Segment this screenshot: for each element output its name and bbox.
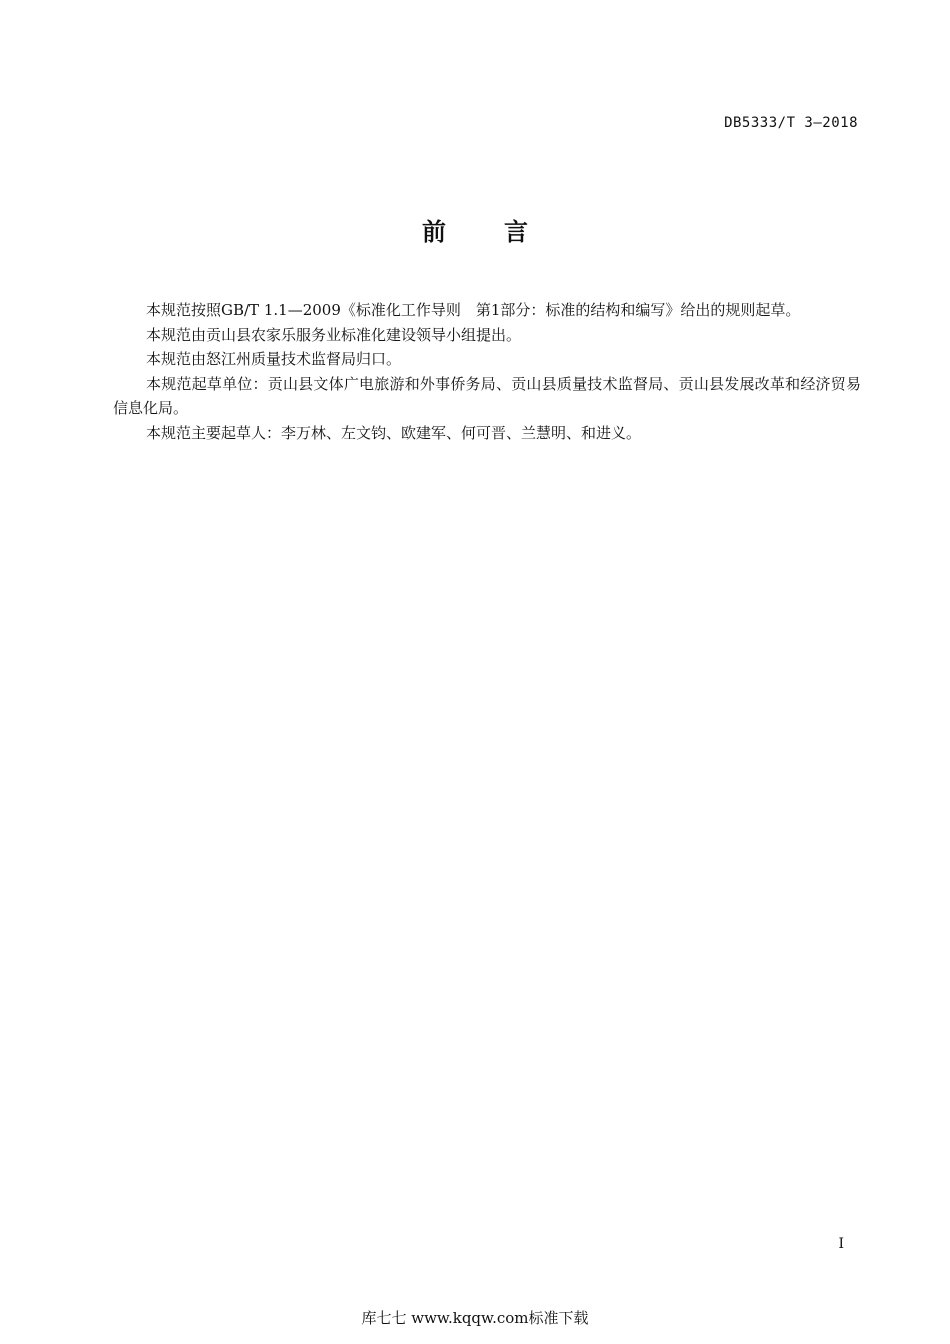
- paragraph-responsible-unit: 本规范由怒江州质量技术监督局归口。: [146, 350, 402, 368]
- page-number: I: [838, 1236, 844, 1252]
- document-code: DB5333/T 3—2018: [724, 115, 858, 131]
- paragraph-proposer: 本规范由贡山县农家乐服务业标准化建设领导小组提出。: [146, 325, 522, 344]
- paragraph-drafters: 本规范主要起草人：李万林、左文钧、欧建军、何可晋、兰慧明、和进义。: [146, 423, 642, 442]
- foreword-body: [113, 298, 861, 445]
- footer-watermark: 库七七 www.kqqw.com标准下载: [361, 1309, 589, 1327]
- page-title: [0, 212, 950, 247]
- title-char-2: 言: [504, 218, 528, 246]
- title-char-1: 前: [422, 218, 446, 246]
- paragraph-drafting-units: 本规范起草单位：贡山县文体广电旅游和外事侨务局、贡山县质量技术监督局、贡山县发展改革和经济贸易信息化局。: [113, 374, 861, 417]
- paragraph-drafting-rules: 本规范按照GB/T 1.1—2009《标准化工作导则 第1部分：标准的结构和编写》给出的规则起草。: [146, 301, 801, 319]
